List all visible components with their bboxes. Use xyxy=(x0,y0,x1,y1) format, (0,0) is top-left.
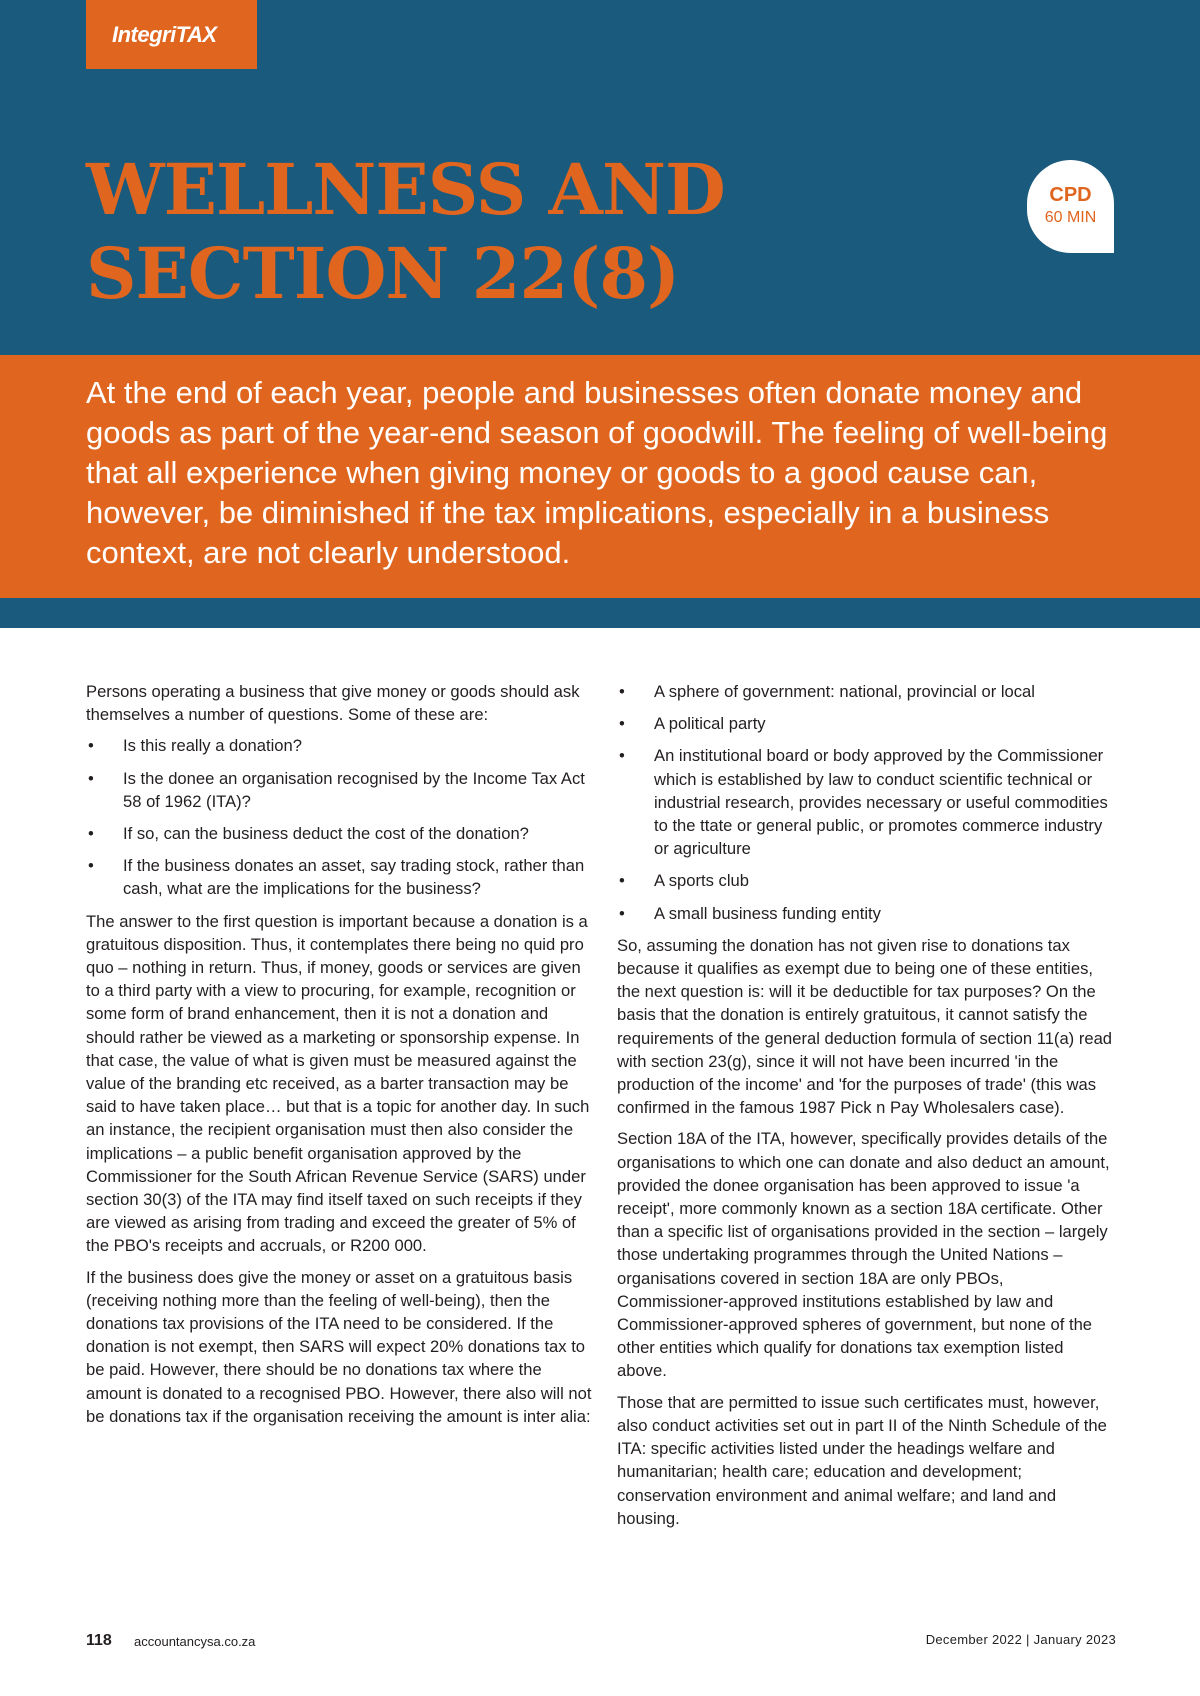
list-item-text: An institutional board or body approved by the Commissioner which is established by law to conduct scientific technical or industrial research, provides necessary or useful commodities to the ttate or general public, or promotes commerce industry or agriculture xyxy=(654,746,1108,859)
intro-paragraph: At the end of each year, people and businesses often donate money and goods as part of the year-end season of goodwill. The feeling of well-being that all experience when giving money or goods to a good cause can, however, be diminished if the tax implications, especially in a business context, are not clearly understood. xyxy=(86,375,1108,570)
body-paragraph: Persons operating a business that give money or goods should ask themselves a number of questions. Some of these are: xyxy=(86,682,580,725)
list-item xyxy=(86,822,596,845)
list-item xyxy=(617,869,1117,892)
list-item-text: A sphere of government: national, provincial or local xyxy=(654,682,1035,701)
bullet-icon: • xyxy=(88,824,94,844)
bullet-icon: • xyxy=(619,682,625,701)
right-column xyxy=(617,680,1117,1538)
article-title-line-2: SECTION 22(8) xyxy=(86,232,680,315)
list-item-text: If so, can the business deduct the cost of the donation? xyxy=(123,824,529,844)
question-list xyxy=(86,734,596,900)
list-item-text: A political party xyxy=(654,714,766,734)
body-paragraph: Section 18A of the ITA, however, specifically provides details of the organisations to which one can donate and also deduct an amount, provided the donee organisation has been approved to issue 'a receipt', more commonly known as a section 18A certificate. Other than a specific list of organisations provided in the section – largely those undertaking programmes through the United Nations – organisations covered in section 18A are only PBOs, Commissioner-approved institutions established by law and Commissioner-approved spheres of government, but none of the other entities which qualify for donations tax exemption listed above. xyxy=(617,1129,1110,1381)
left-column xyxy=(86,680,596,1436)
list-item xyxy=(86,734,596,757)
brand-logo-text: IntegriTAX xyxy=(112,22,217,47)
bullet-icon: • xyxy=(88,736,94,756)
list-item xyxy=(86,767,596,813)
list-item xyxy=(617,680,1117,703)
bullet-icon: • xyxy=(619,871,625,891)
list-item-text: Is this really a donation? xyxy=(123,736,302,756)
list-item-text: A small business funding entity xyxy=(654,903,881,923)
body-paragraph: The answer to the first question is important because a donation is a gratuitous disposition. Thus, it contemplates there being no quid pro quo – nothing in return. Thus, if money, goods or services are given to a third party with a view to procuring, for example, recognition or some form of brand enhancement, then it is not a donation and should rather be viewed as a marketing or sponsorship expense. In that case, the value of what is given must be measured against the value of the branding etc received, as a barter transaction may be said to have taken place… but that is a topic for another day. In such an instance, the recipient organisation must then also consider the implications – a public benefit organisation approved by the Commissioner for the South African Revenue Service (SARS) under section 30(3) of the ITA may find itself taxed on such receipts if they are viewed as arising from trading and exceed the greater of 5% of the PBO's receipts and accruals, or R200 000. xyxy=(86,911,590,1256)
page-number: 118 xyxy=(86,1632,112,1649)
list-item-text: If the business donates an asset, say trading stock, rather than cash, what are the implications for the business? xyxy=(123,856,585,899)
list-item xyxy=(617,712,1117,735)
bullet-icon: • xyxy=(619,903,625,923)
body-paragraph: So, assuming the donation has not given rise to donations tax because it qualifies as exempt due to being one of these entities, the next question is: will it be deductible for tax purposes? On the basis that the donation is entirely gratuitous, it cannot satisfy the requirements of the general deduction formula of section 11(a) read with section 23(g), since it will not have been incurred 'in the production of the income' and 'for the purposes of trade' (this was confirmed in the famous 1987 Pick n Pay Wholesalers case). xyxy=(617,935,1113,1118)
list-item xyxy=(617,744,1117,860)
list-item xyxy=(86,854,596,900)
bullet-icon: • xyxy=(619,746,625,766)
body-paragraph: Those that are permitted to issue such certificates must, however, also conduct activities set out in part II of the Ninth Schedule of the ITA: specific activities listed under the headings welfare and humanitarian; health care; education and development; conservation environment and animal welfare; and land and housing. xyxy=(617,1392,1107,1528)
exempt-entity-list xyxy=(617,680,1117,925)
divider-band xyxy=(0,598,1200,628)
bullet-icon: • xyxy=(88,768,94,788)
cpd-duration: 60 MIN xyxy=(1044,209,1097,226)
list-item xyxy=(617,902,1117,925)
issue-date: December 2022 | January 2023 xyxy=(925,1632,1116,1647)
list-item-text: A sports club xyxy=(654,871,750,891)
article-title-line-1: WELLNESS AND xyxy=(86,148,725,231)
bullet-icon: • xyxy=(619,714,625,734)
list-item-text: Is the donee an organisation recognised by the Income Tax Act 58 of 1962 (ITA)? xyxy=(123,768,585,811)
cpd-label: CPD xyxy=(1049,184,1092,206)
website-link[interactable]: accountancysa.co.za xyxy=(134,1634,256,1649)
cpd-badge xyxy=(1027,160,1114,253)
body-paragraph: If the business does give the money or asset on a gratuitous basis (receiving nothing more than the feeling of well-being), then the donations tax provisions of the ITA need to be considered. If the donation is not exempt, then SARS will expect 20% donations tax to be paid. However, there should be no donations tax where the amount is donated to a recognised PBO. However, there also will not be donations tax if the organisation receiving the amount is inter alia: xyxy=(86,1267,592,1426)
bullet-icon: • xyxy=(88,856,94,876)
